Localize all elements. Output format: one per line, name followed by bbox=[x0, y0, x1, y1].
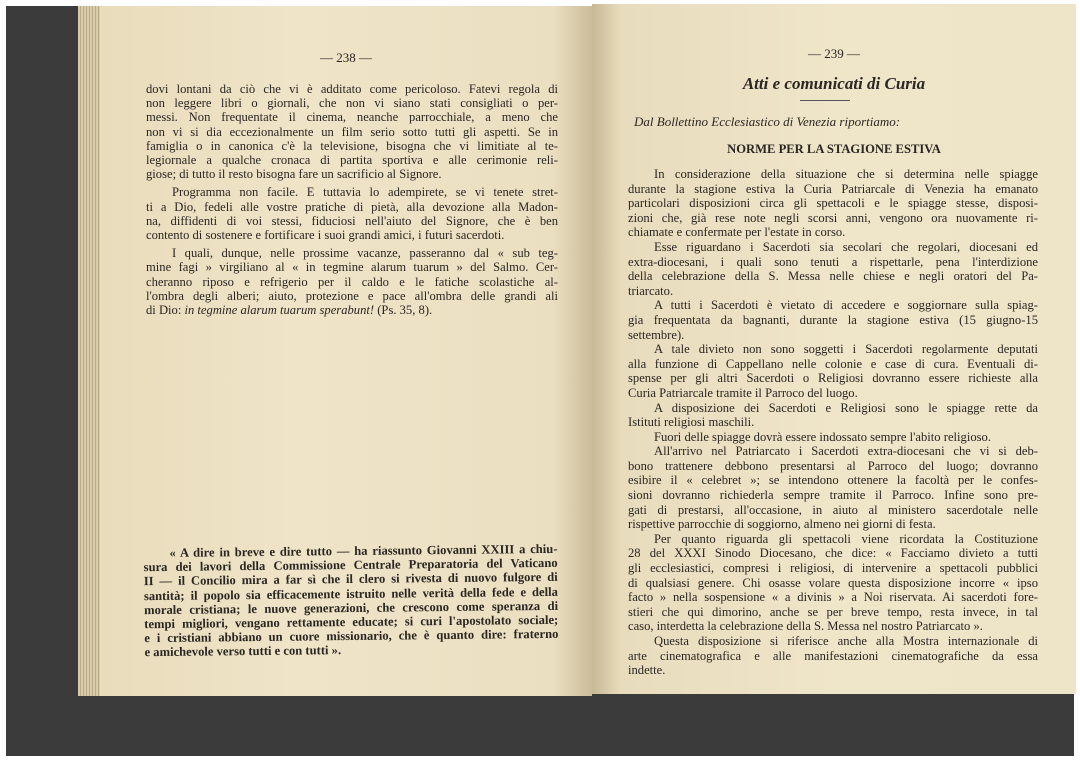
text-line: l'ombra degli alberi; aiuto, protezione e pace all'ombra delle grandi ali bbox=[146, 288, 558, 303]
left-page bbox=[100, 6, 592, 696]
text-line: non vi si dia eccezionalmente un film serio sotto tutti gli aspetti. Se in bbox=[146, 124, 558, 139]
quote-line: e amichevole verso tutti e con tutti ». bbox=[144, 643, 342, 660]
text-line bbox=[146, 303, 558, 317]
text-line: In considerazione della situazione che si determina nelle spiagge bbox=[654, 167, 1038, 181]
section-heading: NORME PER LA STAGIONE ESTIVA bbox=[727, 142, 941, 156]
text-line: di qualsiasi genere. Chi osasse volare questa disposizione incorre « ipso bbox=[628, 575, 1038, 590]
text-line: esibire il « celebret »; se intendono ottenere la facoltà per le confes- bbox=[628, 473, 1038, 488]
quote-line: e i cristiani abbiano un cuore missionario, che è quanto dire: fraterno bbox=[144, 627, 559, 646]
text-line: Programma non facile. E tuttavia lo adempirete, se vi tenete stret- bbox=[172, 185, 558, 200]
text-line: Questa disposizione si riferisce anche alla Mostra internazionale di bbox=[654, 634, 1038, 648]
text-line: caso, interdetta la celebrazione della S. Messa nel nostro Patriarcato ». bbox=[628, 619, 983, 634]
text-line: stieri che qui dimorino, anche se per breve tempo, resta invece, in tal bbox=[628, 604, 1038, 619]
quote-line: santità; il popolo sia efficacemente istruito nelle verità della fede e della bbox=[143, 584, 558, 603]
text-span: di Dio: bbox=[146, 303, 185, 318]
section-title: Atti e comunicati di Curia bbox=[742, 74, 926, 93]
text-line: ti a Dio, fedeli alle vostre pratiche di pietà, alla devozione alla Madon- bbox=[146, 199, 558, 214]
text-line: durante la stagione estiva la Curia Patriarcale di Venezia ha emanato bbox=[628, 181, 1038, 196]
quote-line: tempi migliori, vengano rettamente educate; si curi l'apostolato sociale; bbox=[144, 612, 559, 632]
text-line: non leggere libri o giornali, che non vi siano stati consigliati o per- bbox=[146, 96, 558, 111]
text-line: 28 del XXXI Sinodo Diocesano, che dice: « Facciamo divieto a tutti bbox=[628, 546, 1038, 561]
text-line: triarcato. bbox=[628, 283, 674, 298]
text-line: alla funzione di Cappellano nelle colonie e case di cura. Eventuali di- bbox=[628, 356, 1038, 371]
text-line: extra-diocesani, i quali sono tenuti a rispettarle, pena l'interdizione bbox=[628, 254, 1038, 269]
latin-quote: in tegmine alarum tuarum sperabunt! bbox=[184, 303, 375, 318]
section-subtitle: Dal Bollettino Ecclesiastico di Venezia riportiamo: bbox=[634, 114, 901, 129]
page-number: — 239 — bbox=[808, 46, 860, 61]
text-line: messi. Non frequentate il cinema, neanche parrocchiale, a meno che bbox=[146, 110, 558, 125]
text-line: I quali, dunque, nelle prossime vacanze, passeranno dal « sub teg- bbox=[172, 246, 558, 261]
text-line: zioni che, già rese note negli scorsi anni, vengono ora nuovamente ri- bbox=[628, 210, 1038, 225]
text-line: bono trattenere debbono presentarsi al Parroco del luogo; dovranno bbox=[628, 458, 1038, 473]
text-line: cheranno riposo e refrigerio per il caldo e le fatiche scolastiche al- bbox=[146, 274, 558, 289]
text-line: arte cinematografica e alle manifestazioni cinematografiche da essa bbox=[628, 648, 1038, 663]
text-line: spense per gli altri Sacerdoti o Religiosi dovranno essere richieste alla bbox=[628, 371, 1038, 386]
text-line: indette. bbox=[628, 663, 666, 678]
text-line: na, diffidenti di voi stessi, fiduciosi nell'aiuto del Signore, che è ben bbox=[146, 213, 558, 228]
quote-line: morale cristiana; le nuove generazioni, che crescono come speranza di bbox=[144, 598, 559, 617]
pope-quote bbox=[143, 542, 558, 660]
text-line: particolari disposizioni circa gli spettacoli e le spiagge stesse, disposi- bbox=[628, 196, 1038, 211]
text-line: A disposizione dei Sacerdoti e Religiosi sono le spiagge rette da bbox=[654, 400, 1038, 415]
text-line: Esse riguardano i Sacerdoti sia secolari che regolari, diocesani ed bbox=[654, 239, 1038, 254]
text-line: facto » nella sospensione « a divinis » a Noi riservata. Ai sacerdoti fore- bbox=[628, 590, 1038, 605]
text-line: rispettive parrocchie di soggiorno, almeno nei giorni di festa. bbox=[628, 517, 936, 532]
text-line: legiornale a qualche cronaca di partita sportiva e alle cerimonie reli- bbox=[146, 153, 558, 168]
text-line: giose; di tutto il resto bisogna fare un sacrificio al Signore. bbox=[146, 167, 442, 182]
text-line: A tale divieto non sono soggetti i Sacerdoti regolarmente deputati bbox=[654, 342, 1038, 357]
text-line: dovi lontani da ciò che vi è additato come pericoloso. Fatevi regola di bbox=[146, 82, 558, 96]
citation: (Ps. 35, 8). bbox=[374, 303, 433, 318]
text-line: sioni dovranno richiederla sempre tramite il Parroco. Infine sono pre- bbox=[628, 488, 1038, 503]
text-line: A tutti i Sacerdoti è vietato di accedere e soggiornare sulla spiag- bbox=[654, 298, 1038, 313]
text-line: della celebrazione della S. Messa nelle chiese e negli oratori del Pa- bbox=[628, 269, 1038, 284]
text-line: Istituti religiosi maschili. bbox=[628, 415, 755, 430]
quote-line: « A dire in breve e dire tutto — ha riassunto Giovanni XXIII a chiu- bbox=[169, 541, 558, 560]
text-line: gati di prestarsi, all'occasione, in aiuto al ministero sacerdotale nelle bbox=[628, 502, 1038, 517]
text-line: chiamate e confermate per l'estate in corso. bbox=[628, 225, 846, 240]
text-line: Per quanto riguarda gli spettacoli viene ricordata la Costituzione bbox=[654, 531, 1038, 546]
text-line: Curia Patriarcale tramite il Parroco del luogo. bbox=[628, 385, 858, 400]
text-line: gli ecclesiastici, compresi i religiosi, di intervenire a spettacoli pubblici bbox=[628, 561, 1038, 576]
text-line: Fuori delle spiagge dovrà essere indossato sempre l'abito religioso. bbox=[654, 429, 991, 444]
text-line: All'arrivo nel Patriarcato i Sacerdoti extra-diocesani che vi si deb- bbox=[654, 444, 1038, 459]
left-body-text bbox=[146, 82, 558, 317]
quote-line: sura dei lavori della Commissione Centrale Preparatoria del Vaticano bbox=[143, 556, 558, 575]
right-page bbox=[592, 4, 1076, 694]
text-line: settembre). bbox=[628, 327, 685, 342]
page-number: — 238 — bbox=[320, 50, 372, 65]
text-line: gia frequentata da bagnanti, durante la stagione estiva (15 giugno-15 bbox=[628, 312, 1038, 327]
text-line: contento di sostenere e fortificare i suoi grandi amici, i futuri sacerdoti. bbox=[146, 228, 505, 243]
text-line: famiglia o in canonica c'è la televisione, bisogna che vi limitiate al te- bbox=[146, 138, 558, 153]
right-body-text bbox=[628, 167, 1038, 678]
text-line: mine fagi » virgiliano al « in tegmine alarum tuarum » del Salmo. Cer- bbox=[146, 260, 558, 275]
title-rule bbox=[800, 100, 850, 101]
quote-line: II — il Concilio mira a far sì che il clero si rivesta di nuovo fulgore di bbox=[143, 570, 558, 589]
